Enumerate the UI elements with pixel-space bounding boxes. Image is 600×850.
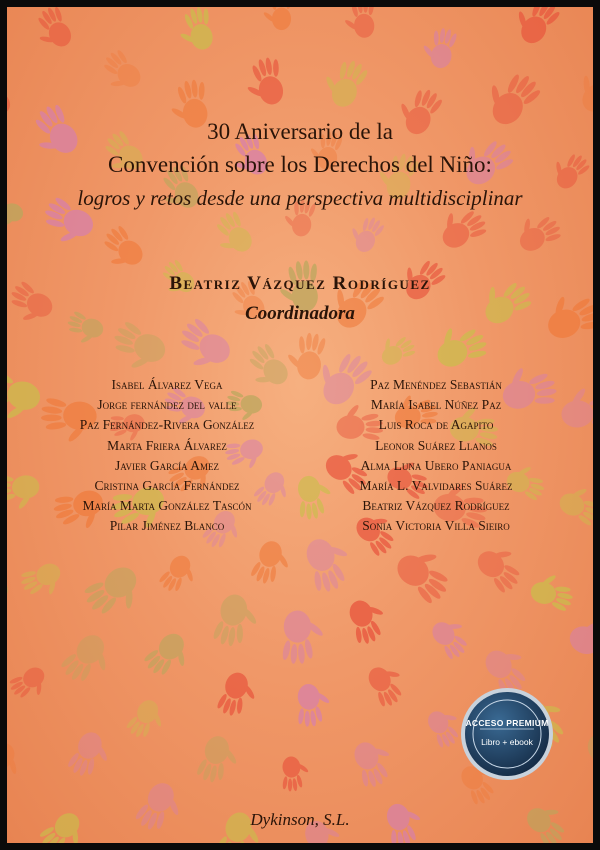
handprint <box>27 7 77 56</box>
authors-left-column <box>47 375 287 537</box>
author-name: Marta Friera Álvarez <box>107 437 227 453</box>
author-name: María Isabel Núñez Paz <box>370 397 502 413</box>
handprint <box>174 7 217 54</box>
handprint <box>7 737 28 794</box>
handprint <box>510 206 564 257</box>
handprint <box>580 721 593 787</box>
author-name: María L. Valvidares Suárez <box>359 478 513 494</box>
handprint <box>564 610 593 671</box>
handprint <box>344 594 392 647</box>
handprint <box>7 571 18 628</box>
handprint <box>211 591 263 650</box>
handprint <box>123 695 170 745</box>
handprint <box>240 55 288 109</box>
author-name: Sonia Victoria Villa Sieiro <box>362 518 510 534</box>
handprint <box>568 56 593 120</box>
author-name: María Marta González Tascón <box>82 498 252 514</box>
publisher-logo: Dykinson, S.L. <box>250 810 350 829</box>
badge-label: ACCESO PREMIUM <box>465 718 549 728</box>
handprint <box>262 7 293 30</box>
handprint <box>507 7 564 49</box>
handprint <box>7 662 53 707</box>
author-name: Cristina García Fernández <box>94 478 240 494</box>
author-name: Paz Fernández-Rivera González <box>79 417 255 433</box>
subtitle: logros y retos desde una perspectiva multidisciplinar <box>77 186 523 210</box>
handprint <box>79 559 150 628</box>
handprint <box>7 368 44 427</box>
handprint <box>363 658 413 710</box>
author-name: Javier García Amez <box>114 457 220 473</box>
handprint <box>342 7 377 39</box>
handprint <box>317 53 371 112</box>
author-name: Pilar Jiménez Blanco <box>109 518 225 534</box>
handprint <box>194 733 243 788</box>
handprint <box>57 628 120 692</box>
author-name: Jorge fernández del valle <box>97 397 237 413</box>
handprint <box>348 735 399 791</box>
title-line-2: Convención sobre los Derechos del Niño: <box>108 152 492 177</box>
handprint <box>215 669 262 721</box>
handprint <box>344 210 387 256</box>
author-name: Alma Luna Ubero Paniagua <box>360 457 512 473</box>
handprint <box>419 25 459 71</box>
handprint <box>390 539 461 609</box>
handprint <box>94 222 149 277</box>
badge-sublabel: Libro + ebook <box>481 737 533 747</box>
handprint <box>206 208 258 262</box>
handprint <box>65 728 116 784</box>
handprint <box>374 328 419 370</box>
handprint <box>280 755 310 792</box>
author-name: Paz Menéndez Sebastián <box>370 377 502 392</box>
author-name: Isabel Álvarez Vega <box>111 377 223 392</box>
authors-right-column <box>319 375 553 537</box>
handprint <box>528 569 578 613</box>
handprint <box>17 558 68 605</box>
handprint <box>281 610 325 664</box>
handprint <box>426 611 477 663</box>
book-cover <box>7 7 593 843</box>
handprint <box>300 531 359 596</box>
title-line-1: 30 Aniversario de la <box>207 119 393 144</box>
handprint <box>471 537 531 596</box>
handprint <box>105 318 171 379</box>
handprint <box>284 330 328 381</box>
handprint <box>248 537 295 589</box>
author-name: Beatriz Vázquez Rodríguez <box>362 498 510 514</box>
handprint <box>94 46 147 98</box>
coordinator-role: Coordinadora <box>245 303 355 324</box>
author-name: Luis Roca de Agapito <box>378 417 494 433</box>
premium-access-badge <box>460 687 554 781</box>
author-name: Leonor Suárez Llanos <box>375 437 497 453</box>
handprint <box>295 682 333 727</box>
coordinator-name: Beatriz Vázquez Rodríguez <box>169 273 431 294</box>
handprint <box>140 627 197 685</box>
handprint <box>555 480 593 529</box>
handprint <box>7 472 41 511</box>
handprint <box>560 385 593 431</box>
handprint <box>156 551 202 599</box>
